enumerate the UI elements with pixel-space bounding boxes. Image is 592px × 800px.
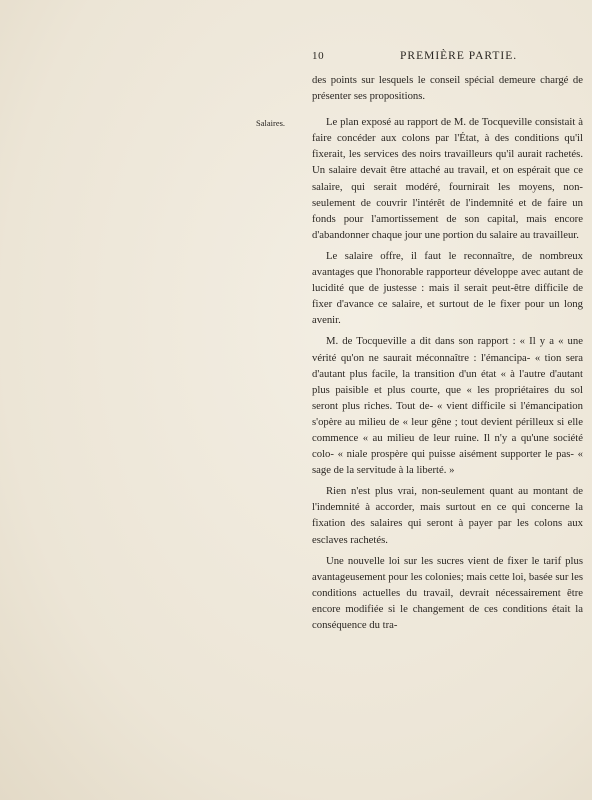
body-text: [312, 72, 583, 638]
part-title: PREMIÈRE PARTIE.: [400, 50, 518, 62]
paragraph-vrai: Rien n'est plus vrai, non-seulement quant au montant de l'indemnité à accorder, mais surtout en ce qui concerne la fixation des salaires qui seront à payer par les colons aux esclaves rachetés.: [312, 485, 583, 546]
paragraph-salaire: Le salaire offre, il faut le reconnaître, de nombreux avantages que l'honorable rapporteur développe avec autant de lucidité que de justesse : mais il serait peut-être difficile de fixer d'avance ce salaire, et surtout de le fixer pour un long avenir.: [312, 249, 583, 327]
paragraph-plan: Le plan exposé au rapport de M. de Tocqueville consistait à faire concéder aux colons par l'État, à des conditions qu'il fixerait, les services des noirs travailleurs qu'il aurait rachetés. Un salaire devait être attaché au travail, et on espérait que ce salaire, qui serait modéré, fournirait les moyens, non-seulement de couvrir l'intérêt de l'indemnité et de faire un fonds pour l'amortissement de son capital, mais encore d'abandonner chaque jour une portion du salaire au travailleur.: [312, 116, 583, 241]
paragraph-quote: M. de Tocqueville a dit dans son rapport : « Il y a « une vérité qu'on ne saurait méconnaître : l'émancipa- « tion sera d'autant plus facile, la transition d'un état « à l'autre d'autant plus paisible et plus courte, que « les propriétaires du sol seront plus riches. Tout de- « vient difficile si l'émancipation s'opère au milieu de « leur gêne ; tout devient périlleux si elle commence « au milieu de leur ruine. Il n'y a qu'une société colo- « niale prospère qui puisse aisément supporter le pas- « sage de la servitude à la liberté. »: [312, 335, 583, 477]
paragraph-sucres: Une nouvelle loi sur les sucres vient de fixer le tarif plus avantageusement pour les colonies; mais cette loi, basée sur les conditions actuelles du travail, devrait nécessairement être encore modifiée si le changement de ces conditions était la conséquence du tra-: [312, 554, 583, 631]
page-number: 10: [312, 50, 325, 62]
paragraph-continuation: des points sur lesquels le conseil spécial demeure chargé de présenter ses propositions.: [312, 74, 583, 103]
margin-note: Salaires.: [256, 118, 286, 128]
